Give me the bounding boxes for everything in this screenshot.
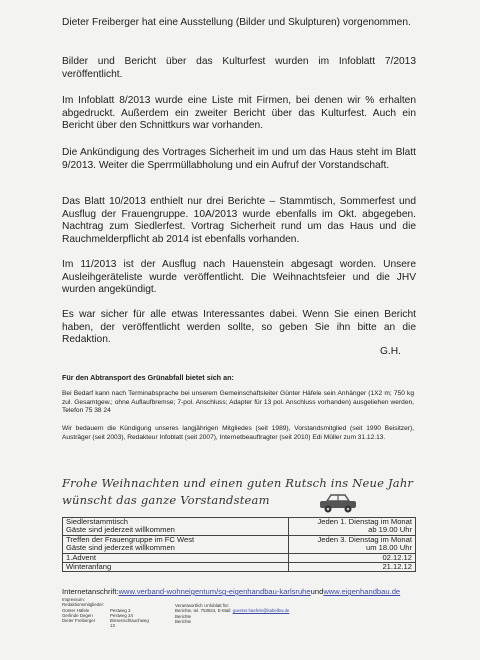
website-link-2[interactable]: www.eigenhandbau.de xyxy=(323,587,401,596)
internet-line xyxy=(62,587,400,596)
event-note: Gäste sind jederzeit willkommen xyxy=(66,525,175,535)
event-cell: Winteranfang xyxy=(63,563,289,572)
member-name: Dieter Freiberger xyxy=(62,618,96,624)
impressum-row xyxy=(62,618,154,629)
member-name: Günter Häfele xyxy=(62,607,90,613)
resp-line xyxy=(175,608,289,613)
greeting-line-1: Frohe Weihnachten und einen guten Rutsch ins Neue Jahr xyxy=(62,476,414,490)
event-date-cell: 21.12.12 xyxy=(288,563,415,572)
member-street: Pestweg 3 xyxy=(110,607,131,613)
resp-label: Verantwortlich i.Infoblatt für: xyxy=(175,603,230,608)
paragraph-infoblatt-7: Bilder und Bericht über das Kulturfest wurden im Infoblatt 7/2013 veröffentlicht. xyxy=(62,56,416,80)
paragraph-infoblatt-11: Im 11/2013 ist der Ausflug nach Hauenstein abgesagt worden. Unsere Ausleihgeräteliste wurde veröffentlicht. Die Weihnachtsfeier und die JHV wurden angekündigt. xyxy=(62,259,416,295)
event-name: Treffen der Frauengruppe im FC West xyxy=(66,534,195,544)
impressum-subtitle: Redaktionsmitglieder: xyxy=(62,602,105,608)
events-table xyxy=(62,517,416,572)
event-date-cell xyxy=(288,518,415,536)
impressum xyxy=(62,597,154,629)
impressum-title: Impressum: xyxy=(62,597,85,602)
green-waste-text: Bei Bedarf kann nach Terminabsprache bei unserem Gemeinschaftsleiter Günter Häfele sein Anhänger (1X2 m; 750 kg zul. Gesamtgew.; ohne Auflaufbremse; 7-pol. Anschluss; Adapter für 13 pol. Anschluss vorhanden) ausgeliehen werden, Telefon 75 38 24 xyxy=(62,390,414,414)
resp-line: Berichte xyxy=(175,613,192,619)
member-street: Pestweg 34 xyxy=(110,612,133,618)
paragraph-infoblatt-8: Im Infoblatt 8/2013 wurde eine Liste mit Firmen, bei denen wir % erhalten abgedruckt. Außerdem ein zweiter Bericht über das Kulturfest. Auch ein Bericht über den Schnittkurs war vorhanden. xyxy=(62,95,416,131)
paragraph-infoblatt-9: Die Ankündigung des Vortrages Sicherheit im und um das Haus steht im Blatt 9/2013. Weiter die Sperrmüllabholung und ein Aufruf der Vorstandschaft. xyxy=(62,147,416,171)
table-row xyxy=(63,518,416,536)
table-row xyxy=(63,553,416,562)
resp-text: Berichte, tel. 753824, E-Mail: xyxy=(175,608,232,614)
table-row xyxy=(63,535,416,553)
paragraph-exhibition: Dieter Freiberger hat eine Ausstellung (Bilder und Skulpturen) vorgenommen. xyxy=(62,17,411,28)
event-time: ab 19.00 Uhr xyxy=(368,525,412,535)
resp-line: Berichte xyxy=(175,618,192,624)
member-name: Gerlinde Degen xyxy=(62,612,93,618)
event-cell: 1.Advent xyxy=(63,553,289,562)
internet-and: und xyxy=(310,587,324,596)
member-resignation-text: Wir bedauern die Kündigung unseres langjährigen Mitgliedes (seit 1989), Vorstandsmitglied (seit 1990 Beisitzer), Austräger (seit 2003), Redakteur Infoblatt (seit 2007), Internetbeauftragter (seit 2010) Edi Müller zum 31.12.13. xyxy=(62,425,414,441)
event-note: Gäste sind jederzeit willkommen xyxy=(66,543,175,553)
paragraph-infoblatt-10: Das Blatt 10/2013 enthielt nur drei Berichte – Stammtisch, Sommerfest und Ausflug der Frauengruppe. 10A/2013 wurde ebenfalls im Okt. abgegeben. Nachtrag zum Siedlerfest. Vortrag Sicherheit rund um das Haus und die Rauchmelderpflicht ab 2014 ist ebenfalls vorhanden. xyxy=(62,196,416,245)
paragraph-closing: Es war sicher für alle etwas Interessantes dabei. Wenn Sie einen Bericht haben, der veröffentlicht werden sollte, so geben Sie ihn bitte an die Redaktion. xyxy=(62,309,416,345)
greeting-line-2: wünscht das ganze Vorstandsteam xyxy=(62,493,270,507)
event-date-cell xyxy=(288,535,415,553)
event-when: Jeden 1. Dienstag im Monat xyxy=(317,517,412,526)
website-link-1[interactable]: www.verband-wohneigentum/sg-eigenhandbau-karlsruhe xyxy=(118,587,311,596)
table-row xyxy=(63,563,416,572)
event-cell xyxy=(63,518,289,536)
impressum-responsibilities xyxy=(175,603,289,624)
event-name: Siedlerstammtisch xyxy=(66,517,129,526)
event-time: um 18.00 Uhr xyxy=(365,543,412,553)
email-link[interactable]: guenter.haefele@kabelbw.de xyxy=(232,608,290,614)
car-icon xyxy=(318,492,360,519)
event-when: Jeden 3. Dienstag im Monat xyxy=(317,534,412,544)
internet-label: Internetanschrift: xyxy=(62,587,119,596)
green-waste-heading: Für den Abtransport des Grünabfall bietet sich an: xyxy=(62,373,234,382)
member-street: Binsenschlauchweg 13 xyxy=(110,618,149,629)
event-cell xyxy=(63,535,289,553)
signature: G.H. xyxy=(380,346,401,357)
event-date-cell: 02.12.12 xyxy=(288,553,415,562)
